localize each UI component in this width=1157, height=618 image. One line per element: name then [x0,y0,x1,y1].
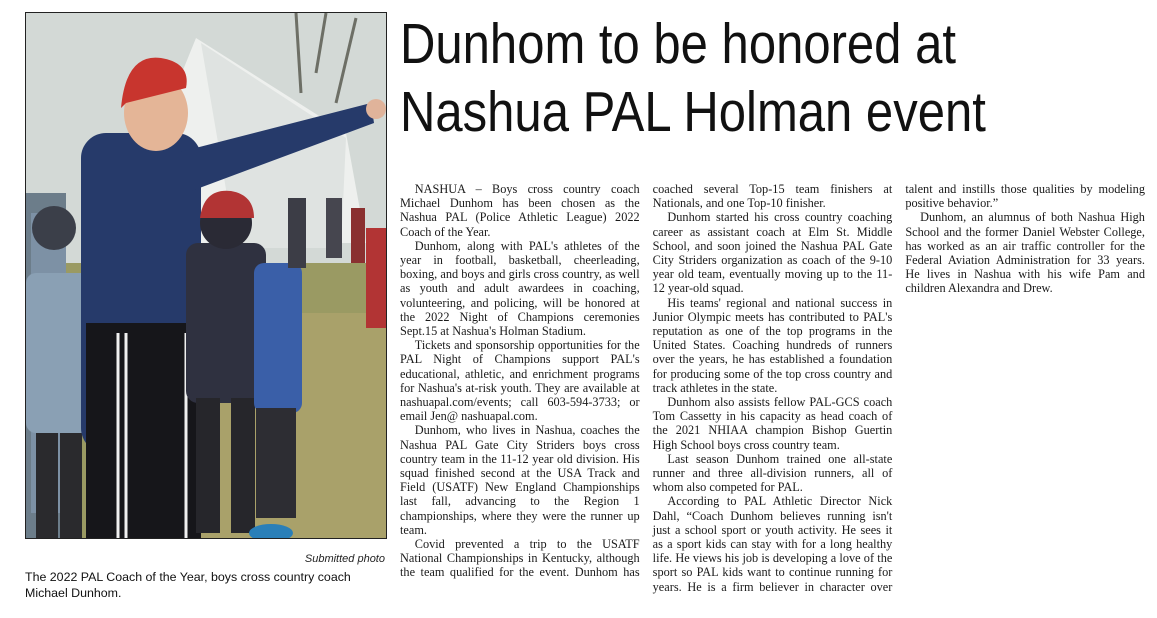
article-paragraph: Dunhom started his cross country coaching career as assistant coach at Elm St. Middle School, and soon joined the Nashua PAL Gate City Striders organization as coach of the 9-10 year old team, eventually moving up to the 11-12 year-old squad. [652,210,893,296]
article-paragraph: Dunhom, an alumnus of both Nashua High School and the former Daniel Webster College, has worked as an air traffic controller for the Federal Aviation Administration for 33 years. He lives in Nashua with his wife Pam and children Alexandra and Drew. [905,210,1145,296]
article-paragraph: According to PAL Athletic Director Nick Dahl, “Coach Dunhom believes running isn't just a school sport or youth activity. He sees it as a sport kids can stay with for a long healthy life. He views his job is developing a love of the sport so PAL kids want to continue running for years. He is a firm believer in character over talent and instills those qualities by modeling positive behavior.” [652,182,1145,594]
photo-caption: The 2022 PAL Coach of the Year, boys cross country coach Michael Dunhom. [25,570,351,600]
headline [400,10,1041,146]
photo-illustration [26,13,386,538]
headline-line-2: Nashua PAL Holman event [400,80,986,144]
article-photo [25,12,387,539]
article-paragraph: Dunhom, who lives in Nashua, coaches the Nashua PAL Gate City Striders boys cross country team in the 11-12 year old division. His squad finished second at the USA Track and Field (USATF) New England Championships last fall, advancing to the Region 1 championships, where they were the runner up team. [400,423,640,537]
article-paragraph: NASHUA – Boys cross country coach Michael Dunhom has been chosen as the Nashua PAL (Police Athletic League) 2022 Coach of the Year. [400,182,640,239]
article-paragraph: Tickets and sponsorship opportunities for the PAL Night of Champions support PAL's educational, athletic, and enrichment programs for Nashua's at-risk youth. They are available at nashuapal.com/events; call 603-594-3733; or email Jen@ nashuapal.com. [400,338,640,424]
article-paragraph: Last season Dunhom trained one all-state runner and three all-division runners, all of whom also competed for PAL. [652,451,893,495]
headline-line-1: Dunhom to be honored at [400,12,956,76]
article-body [400,182,1145,607]
article-paragraph: Covid prevented a trip to the USATF National Championships in Kentucky, although the team qualified for the event. Dunhom has coached several Top-15 team finishers at Nationals, and one Top-10 finisher. [400,182,893,580]
article-paragraph: Dunhom, along with PAL's athletes of the year in football, basketball, cheerleading, boxing, and boys and girls cross country, as well as youth and adult awardees in coaching, volunteering, and policing, will be honored at the 2022 Night of Champions ceremonies Sept.15 at Nashua's Holman Stadium. [400,238,640,339]
photo-credit: Submitted photo [304,553,385,565]
article-paragraph: His teams' regional and national success in Junior Olympic meets has contributed to PAL's reputation as one of the top programs in the United States. Coaching hundreds of runners over the years, he has established a foundation for producing some of the top cross country and track athletes in the state. [652,295,893,395]
article-paragraph: Dunhom also assists fellow PAL-GCS coach Tom Cassetty in his capacity as head coach of the 2021 NHIAA champion Bishop Guertin High School boys cross country team. [652,395,893,452]
